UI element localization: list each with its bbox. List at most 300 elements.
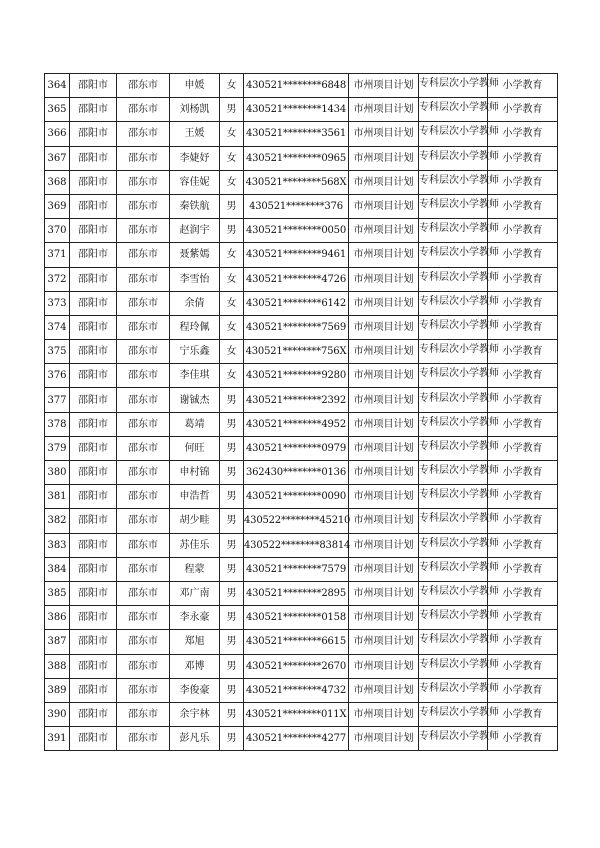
- id-number-cell: 430521********4952: [244, 412, 349, 436]
- level-text: 专科层次小学教师: [419, 658, 499, 670]
- row-number: 383: [45, 533, 70, 557]
- table-row: [45, 678, 558, 702]
- roster-table: [44, 73, 558, 751]
- id-number-cell: 430521********2670: [244, 654, 349, 678]
- plan-cell: 市州项目计划: [349, 727, 419, 751]
- subject-cell: 小学教育: [488, 74, 558, 98]
- name-cell: 郑旭: [170, 630, 220, 654]
- table-row: [45, 194, 558, 218]
- name-cell: 程玲佩: [170, 315, 220, 339]
- name-cell: 何旺: [170, 436, 220, 460]
- gender-cell: 男: [220, 436, 244, 460]
- city-cell: 邵阳市: [70, 702, 117, 726]
- name-cell: 王媛: [170, 122, 220, 146]
- name-cell: 邓广南: [170, 581, 220, 605]
- plan-cell: 市州项目计划: [349, 412, 419, 436]
- row-number: 378: [45, 412, 70, 436]
- gender-cell: 男: [220, 98, 244, 122]
- id-number-cell: 430521********0965: [244, 146, 349, 170]
- gender-cell: 女: [220, 122, 244, 146]
- gender-cell: 男: [220, 702, 244, 726]
- county-cell: 邵东市: [117, 581, 170, 605]
- level-text: 专科层次小学教师: [419, 319, 499, 331]
- level-cell: [419, 267, 499, 291]
- name-cell: 程蒙: [170, 557, 220, 581]
- city-cell: 邵阳市: [70, 678, 117, 702]
- plan-cell: 市州项目计划: [349, 461, 419, 485]
- city-cell: 邵阳市: [70, 654, 117, 678]
- id-number-cell: 430521********9280: [244, 364, 349, 388]
- city-cell: 邵阳市: [70, 340, 117, 364]
- subject-cell: 小学教育: [488, 146, 558, 170]
- plan-cell: 市州项目计划: [349, 388, 419, 412]
- table-row: [45, 654, 558, 678]
- table-row: [45, 461, 558, 485]
- subject-cell: 小学教育: [488, 170, 558, 194]
- id-number-cell: 430521********4732: [244, 678, 349, 702]
- row-number: 372: [45, 267, 70, 291]
- gender-cell: 男: [220, 654, 244, 678]
- table-row: [45, 581, 558, 605]
- row-number: 371: [45, 243, 70, 267]
- level-cell: [419, 509, 499, 533]
- row-number: 364: [45, 74, 70, 98]
- plan-cell: 市州项目计划: [349, 146, 419, 170]
- table-row: [45, 315, 558, 339]
- id-number-cell: 430521********011X: [244, 702, 349, 726]
- table-row: [45, 122, 558, 146]
- county-cell: 邵东市: [117, 654, 170, 678]
- row-number: 370: [45, 219, 70, 243]
- county-cell: 邵东市: [117, 267, 170, 291]
- table-row: [45, 485, 558, 509]
- level-cell: [419, 74, 499, 98]
- city-cell: 邵阳市: [70, 291, 117, 315]
- level-text: 专科层次小学教师: [419, 174, 499, 186]
- level-text: 专科层次小学教师: [419, 610, 499, 622]
- id-number-cell: 430522********45210: [244, 509, 349, 533]
- city-cell: 邵阳市: [70, 581, 117, 605]
- level-cell: [419, 170, 499, 194]
- id-number-cell: 430521********0050: [244, 219, 349, 243]
- level-cell: [419, 533, 499, 557]
- level-cell: [419, 581, 499, 605]
- row-number: 365: [45, 98, 70, 122]
- plan-cell: 市州项目计划: [349, 557, 419, 581]
- row-number: 377: [45, 388, 70, 412]
- gender-cell: 男: [220, 630, 244, 654]
- gender-cell: 女: [220, 74, 244, 98]
- plan-cell: 市州项目计划: [349, 170, 419, 194]
- level-cell: [419, 194, 499, 218]
- plan-cell: 市州项目计划: [349, 291, 419, 315]
- gender-cell: 男: [220, 412, 244, 436]
- subject-cell: 小学教育: [488, 509, 558, 533]
- subject-cell: 小学教育: [488, 485, 558, 509]
- row-number: 385: [45, 581, 70, 605]
- row-number: 390: [45, 702, 70, 726]
- table-row: [45, 364, 558, 388]
- plan-cell: 市州项目计划: [349, 340, 419, 364]
- subject-cell: 小学教育: [488, 243, 558, 267]
- id-number-cell: 430521********3561: [244, 122, 349, 146]
- city-cell: 邵阳市: [70, 388, 117, 412]
- city-cell: 邵阳市: [70, 170, 117, 194]
- name-cell: 赵润宇: [170, 219, 220, 243]
- name-cell: 申浩哲: [170, 485, 220, 509]
- level-cell: [419, 291, 499, 315]
- level-text: 专科层次小学教师: [419, 561, 499, 573]
- row-number: 369: [45, 194, 70, 218]
- id-number-cell: 430521********568X: [244, 170, 349, 194]
- level-cell: [419, 678, 499, 702]
- plan-cell: 市州项目计划: [349, 678, 419, 702]
- level-text: 专科层次小学教师: [419, 586, 499, 598]
- plan-cell: 市州项目计划: [349, 702, 419, 726]
- row-number: 376: [45, 364, 70, 388]
- row-number: 368: [45, 170, 70, 194]
- id-number-cell: 430521********6615: [244, 630, 349, 654]
- level-text: 专科层次小学教师: [419, 126, 499, 138]
- table-row: [45, 436, 558, 460]
- gender-cell: 男: [220, 194, 244, 218]
- level-cell: [419, 630, 499, 654]
- level-text: 专科层次小学教师: [419, 731, 499, 743]
- level-text: 专科层次小学教师: [419, 295, 499, 307]
- gender-cell: 女: [220, 267, 244, 291]
- plan-cell: 市州项目计划: [349, 243, 419, 267]
- level-text: 专科层次小学教师: [419, 199, 499, 211]
- row-number: 379: [45, 436, 70, 460]
- city-cell: 邵阳市: [70, 315, 117, 339]
- county-cell: 邵东市: [117, 364, 170, 388]
- county-cell: 邵东市: [117, 388, 170, 412]
- level-cell: [419, 219, 499, 243]
- subject-cell: 小学教育: [488, 122, 558, 146]
- plan-cell: 市州项目计划: [349, 122, 419, 146]
- subject-cell: 小学教育: [488, 98, 558, 122]
- gender-cell: 男: [220, 581, 244, 605]
- plan-cell: 市州项目计划: [349, 194, 419, 218]
- id-number-cell: 430521********1434: [244, 98, 349, 122]
- subject-cell: 小学教育: [488, 194, 558, 218]
- table-row: [45, 243, 558, 267]
- subject-cell: 小学教育: [488, 654, 558, 678]
- table-row: [45, 170, 558, 194]
- subject-cell: 小学教育: [488, 727, 558, 751]
- level-text: 专科层次小学教师: [419, 706, 499, 718]
- subject-cell: 小学教育: [488, 702, 558, 726]
- row-number: 387: [45, 630, 70, 654]
- level-text: 专科层次小学教师: [419, 682, 499, 694]
- row-number: 366: [45, 122, 70, 146]
- level-text: 专科层次小学教师: [419, 537, 499, 549]
- gender-cell: 女: [220, 243, 244, 267]
- subject-cell: 小学教育: [488, 219, 558, 243]
- city-cell: 邵阳市: [70, 509, 117, 533]
- level-cell: [419, 412, 499, 436]
- subject-cell: 小学教育: [488, 606, 558, 630]
- city-cell: 邵阳市: [70, 194, 117, 218]
- gender-cell: 男: [220, 606, 244, 630]
- table-row: [45, 340, 558, 364]
- name-cell: 秦铁航: [170, 194, 220, 218]
- level-text: 专科层次小学教师: [419, 634, 499, 646]
- county-cell: 邵东市: [117, 74, 170, 98]
- row-number: 382: [45, 509, 70, 533]
- id-number-cell: 430521********6848: [244, 74, 349, 98]
- level-cell: [419, 122, 499, 146]
- table-row: [45, 509, 558, 533]
- gender-cell: 女: [220, 170, 244, 194]
- gender-cell: 男: [220, 485, 244, 509]
- county-cell: 邵东市: [117, 485, 170, 509]
- id-number-cell: 430521********0090: [244, 485, 349, 509]
- county-cell: 邵东市: [117, 146, 170, 170]
- gender-cell: 女: [220, 315, 244, 339]
- level-cell: [419, 388, 499, 412]
- city-cell: 邵阳市: [70, 557, 117, 581]
- gender-cell: 女: [220, 364, 244, 388]
- county-cell: 邵东市: [117, 557, 170, 581]
- name-cell: 谢铖杰: [170, 388, 220, 412]
- row-number: 375: [45, 340, 70, 364]
- gender-cell: 男: [220, 678, 244, 702]
- subject-cell: 小学教育: [488, 533, 558, 557]
- name-cell: 彭凡乐: [170, 727, 220, 751]
- level-text: 专科层次小学教师: [419, 223, 499, 235]
- county-cell: 邵东市: [117, 219, 170, 243]
- id-number-cell: 430521********4277: [244, 727, 349, 751]
- level-text: 专科层次小学教师: [419, 150, 499, 162]
- id-number-cell: 430521********0158: [244, 606, 349, 630]
- row-number: 373: [45, 291, 70, 315]
- table-row: [45, 291, 558, 315]
- city-cell: 邵阳市: [70, 630, 117, 654]
- city-cell: 邵阳市: [70, 146, 117, 170]
- id-number-cell: 430521********6142: [244, 291, 349, 315]
- city-cell: 邵阳市: [70, 533, 117, 557]
- row-number: 386: [45, 606, 70, 630]
- county-cell: 邵东市: [117, 122, 170, 146]
- level-text: 专科层次小学教师: [419, 392, 499, 404]
- plan-cell: 市州项目计划: [349, 485, 419, 509]
- level-text: 专科层次小学教师: [419, 247, 499, 259]
- county-cell: 邵东市: [117, 315, 170, 339]
- level-cell: [419, 557, 499, 581]
- level-cell: [419, 315, 499, 339]
- row-number: 374: [45, 315, 70, 339]
- gender-cell: 女: [220, 340, 244, 364]
- city-cell: 邵阳市: [70, 98, 117, 122]
- gender-cell: 男: [220, 219, 244, 243]
- subject-cell: 小学教育: [488, 340, 558, 364]
- level-cell: [419, 364, 499, 388]
- city-cell: 邵阳市: [70, 606, 117, 630]
- plan-cell: 市州项目计划: [349, 509, 419, 533]
- name-cell: 余宇林: [170, 702, 220, 726]
- plan-cell: 市州项目计划: [349, 98, 419, 122]
- subject-cell: 小学教育: [488, 436, 558, 460]
- row-number: 391: [45, 727, 70, 751]
- plan-cell: 市州项目计划: [349, 436, 419, 460]
- plan-cell: 市州项目计划: [349, 630, 419, 654]
- gender-cell: 女: [220, 146, 244, 170]
- county-cell: 邵东市: [117, 194, 170, 218]
- level-cell: [419, 702, 499, 726]
- plan-cell: 市州项目计划: [349, 219, 419, 243]
- plan-cell: 市州项目计划: [349, 267, 419, 291]
- table-row: [45, 702, 558, 726]
- plan-cell: 市州项目计划: [349, 364, 419, 388]
- level-text: 专科层次小学教师: [419, 344, 499, 356]
- level-cell: [419, 485, 499, 509]
- gender-cell: 男: [220, 727, 244, 751]
- level-cell: [419, 340, 499, 364]
- city-cell: 邵阳市: [70, 267, 117, 291]
- id-number-cell: 430522********83814: [244, 533, 349, 557]
- level-text: 专科层次小学教师: [419, 440, 499, 452]
- name-cell: 邓博: [170, 654, 220, 678]
- name-cell: 李婕妤: [170, 146, 220, 170]
- gender-cell: 男: [220, 509, 244, 533]
- city-cell: 邵阳市: [70, 436, 117, 460]
- city-cell: 邵阳市: [70, 243, 117, 267]
- id-number-cell: 430521********7569: [244, 315, 349, 339]
- county-cell: 邵东市: [117, 727, 170, 751]
- subject-cell: 小学教育: [488, 364, 558, 388]
- county-cell: 邵东市: [117, 702, 170, 726]
- id-number-cell: 430521********2392: [244, 388, 349, 412]
- subject-cell: 小学教育: [488, 267, 558, 291]
- table-row: [45, 630, 558, 654]
- city-cell: 邵阳市: [70, 74, 117, 98]
- city-cell: 邵阳市: [70, 461, 117, 485]
- id-number-cell: 430521********7579: [244, 557, 349, 581]
- gender-cell: 男: [220, 461, 244, 485]
- table-row: [45, 533, 558, 557]
- plan-cell: 市州项目计划: [349, 606, 419, 630]
- subject-cell: 小学教育: [488, 412, 558, 436]
- table-row: [45, 412, 558, 436]
- plan-cell: 市州项目计划: [349, 533, 419, 557]
- plan-cell: 市州项目计划: [349, 315, 419, 339]
- plan-cell: 市州项目计划: [349, 654, 419, 678]
- name-cell: 刘杨凯: [170, 98, 220, 122]
- table-row: [45, 557, 558, 581]
- row-number: 380: [45, 461, 70, 485]
- county-cell: 邵东市: [117, 678, 170, 702]
- level-text: 专科层次小学教师: [419, 465, 499, 477]
- level-cell: [419, 146, 499, 170]
- id-number-cell: 362430********0136: [244, 461, 349, 485]
- county-cell: 邵东市: [117, 291, 170, 315]
- id-number-cell: 430521********9461: [244, 243, 349, 267]
- name-cell: 苏佳乐: [170, 533, 220, 557]
- table-row: [45, 146, 558, 170]
- table-row: [45, 98, 558, 122]
- subject-cell: 小学教育: [488, 461, 558, 485]
- level-cell: [419, 606, 499, 630]
- name-cell: 葛靖: [170, 412, 220, 436]
- row-number: 389: [45, 678, 70, 702]
- id-number-cell: 430521********756X: [244, 340, 349, 364]
- level-text: 专科层次小学教师: [419, 271, 499, 283]
- level-cell: [419, 243, 499, 267]
- table-row: [45, 606, 558, 630]
- id-number-cell: 430521********0979: [244, 436, 349, 460]
- county-cell: 邵东市: [117, 461, 170, 485]
- row-number: 384: [45, 557, 70, 581]
- subject-cell: 小学教育: [488, 557, 558, 581]
- county-cell: 邵东市: [117, 243, 170, 267]
- subject-cell: 小学教育: [488, 315, 558, 339]
- level-cell: [419, 461, 499, 485]
- county-cell: 邵东市: [117, 436, 170, 460]
- id-number-cell: 430521********2895: [244, 581, 349, 605]
- name-cell: 李雪怡: [170, 267, 220, 291]
- county-cell: 邵东市: [117, 170, 170, 194]
- county-cell: 邵东市: [117, 630, 170, 654]
- county-cell: 邵东市: [117, 412, 170, 436]
- id-number-cell: 430521********4726: [244, 267, 349, 291]
- name-cell: 申媛: [170, 74, 220, 98]
- city-cell: 邵阳市: [70, 412, 117, 436]
- subject-cell: 小学教育: [488, 678, 558, 702]
- table-row: [45, 267, 558, 291]
- county-cell: 邵东市: [117, 533, 170, 557]
- gender-cell: 男: [220, 388, 244, 412]
- subject-cell: 小学教育: [488, 630, 558, 654]
- name-cell: 李佳琪: [170, 364, 220, 388]
- gender-cell: 女: [220, 291, 244, 315]
- level-text: 专科层次小学教师: [419, 102, 499, 114]
- gender-cell: 男: [220, 557, 244, 581]
- name-cell: 李永豪: [170, 606, 220, 630]
- roster-body: [45, 74, 558, 751]
- level-text: 专科层次小学教师: [419, 78, 499, 90]
- level-text: 专科层次小学教师: [419, 513, 499, 525]
- county-cell: 邵东市: [117, 98, 170, 122]
- name-cell: 胡少畦: [170, 509, 220, 533]
- level-text: 专科层次小学教师: [419, 416, 499, 428]
- row-number: 381: [45, 485, 70, 509]
- city-cell: 邵阳市: [70, 727, 117, 751]
- level-cell: [419, 654, 499, 678]
- name-cell: 容佳妮: [170, 170, 220, 194]
- gender-cell: 男: [220, 533, 244, 557]
- table-row: [45, 74, 558, 98]
- table-row: [45, 219, 558, 243]
- city-cell: 邵阳市: [70, 364, 117, 388]
- name-cell: 余倩: [170, 291, 220, 315]
- subject-cell: 小学教育: [488, 388, 558, 412]
- name-cell: 李俊豪: [170, 678, 220, 702]
- level-text: 专科层次小学教师: [419, 489, 499, 501]
- name-cell: 申村锦: [170, 461, 220, 485]
- row-number: 388: [45, 654, 70, 678]
- plan-cell: 市州项目计划: [349, 581, 419, 605]
- level-cell: [419, 98, 499, 122]
- level-cell: [419, 727, 499, 751]
- name-cell: 聂紫嫣: [170, 243, 220, 267]
- county-cell: 邵东市: [117, 606, 170, 630]
- city-cell: 邵阳市: [70, 485, 117, 509]
- level-text: 专科层次小学教师: [419, 368, 499, 380]
- name-cell: 宁乐鑫: [170, 340, 220, 364]
- county-cell: 邵东市: [117, 340, 170, 364]
- id-number-cell: 430521********376: [244, 194, 349, 218]
